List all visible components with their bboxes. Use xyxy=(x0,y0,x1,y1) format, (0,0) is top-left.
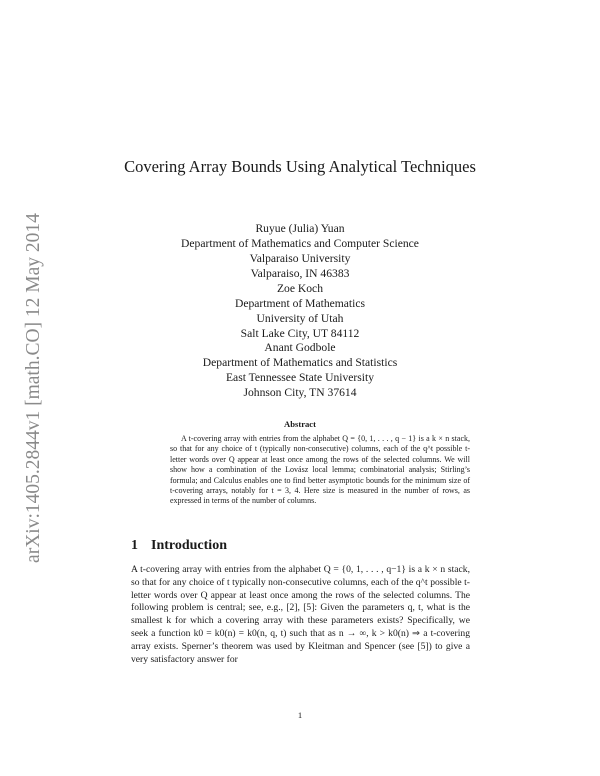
author-affiliation-line: Valparaiso University xyxy=(249,252,351,265)
author-affiliation-line: Department of Mathematics xyxy=(234,297,366,310)
author-affiliation-line: Johnson City, TN 37614 xyxy=(243,386,357,399)
section-number: 1 xyxy=(131,538,138,553)
paper-title: Covering Array Bounds Using Analytical Techniques xyxy=(124,157,476,176)
abstract-heading: Abstract xyxy=(284,419,316,429)
introduction-paragraph: A t-covering array with entries from the alphabet Q = {0, 1, . . . , q−1} is a k × n stack, so that for any choice of t typically non-consecutive columns, each of the q^t possible t-letter words over Q appear at least once among the rows of the selected columns. The following problem is central; see, e.g., [2], [5]: Given the parameters q, t, what is the smallest k for which a covering array with these parameters exists? Specifically, we seek a function k0 = k0(n) = k0(n, q, t) such that as n → ∞, k > k0(n) ⇒ a t-covering array exists. Sperner’s theorem was used by Kleitman and Spencer (see [5]) to give a very satisfactory answer for xyxy=(131,564,470,665)
author-affiliation-line: Department of Mathematics and Statistics xyxy=(202,356,398,369)
author-block-koch xyxy=(100,281,500,341)
author-affiliation-line: Salt Lake City, UT 84112 xyxy=(240,327,360,340)
author-affiliation-line: Department of Mathematics and Computer Science xyxy=(181,237,419,250)
page-number: 1 xyxy=(297,710,303,720)
author-name: Ruyue (Julia) Yuan xyxy=(255,222,345,235)
abstract-text: A t-covering array with entries from the alphabet Q = {0, 1, . . . , q − 1} is a k × n stack, so that for any choice of t (typically non-consecutive) columns, each of the q^t possible t-letter words over Q appear at least once among the rows of the selected columns. We will show how a combination of the Lovász local lemma; combinatorial analysis; Stirling’s formula; and Calculus enables one to find better asymptotic bounds for the minimum size of t-covering arrays, notably for t = 3, 4. Here size is measured in the number of rows, as expressed in terms of the number of columns. xyxy=(170,434,470,506)
section-heading xyxy=(131,538,227,554)
author-affiliation-line: University of Utah xyxy=(256,312,344,325)
author-name: Zoe Koch xyxy=(276,282,324,295)
author-affiliation-line: East Tennessee State University xyxy=(225,371,375,384)
author-affiliation-line: Valparaiso, IN 46383 xyxy=(250,267,350,280)
section-title: Introduction xyxy=(151,538,227,553)
author-block-godbole xyxy=(100,340,500,400)
arxiv-stamp-text: arXiv:1405.2844v1 [math.CO] 12 May 2014 xyxy=(23,213,44,563)
author-block-yuan xyxy=(100,221,500,281)
author-name: Anant Godbole xyxy=(264,341,336,354)
